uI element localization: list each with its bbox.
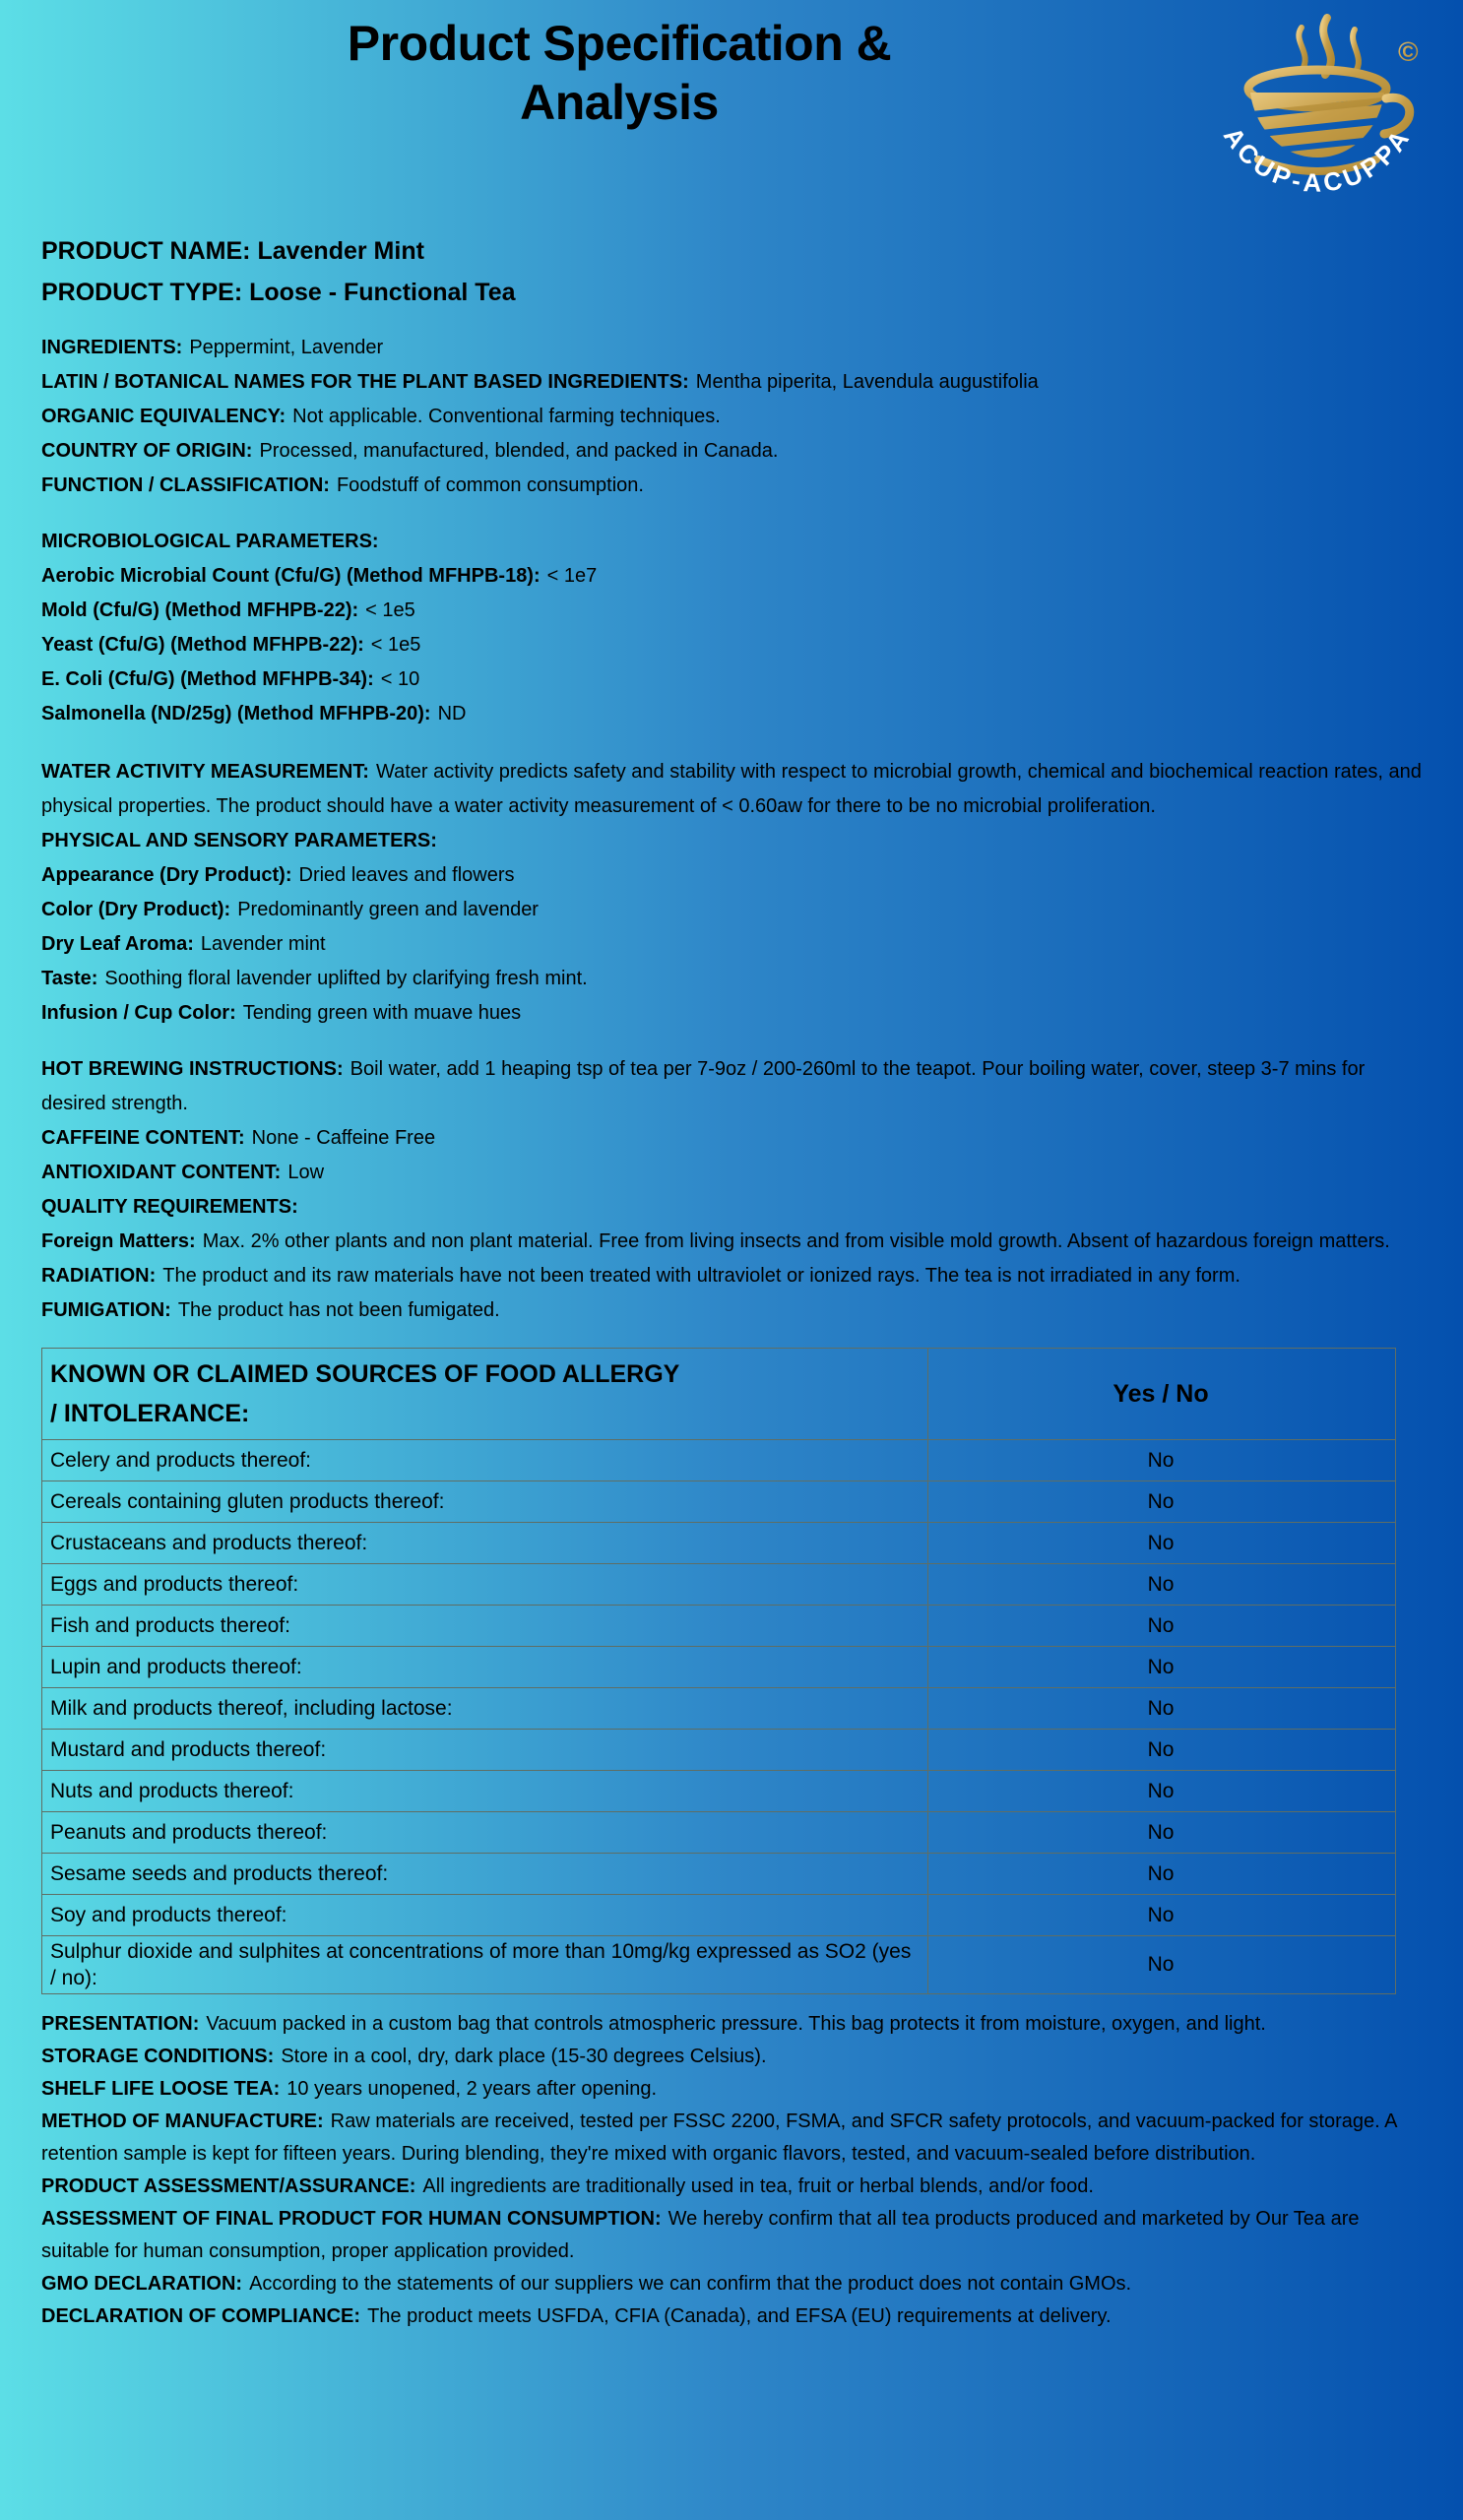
field-label: Taste: — [41, 968, 98, 989]
field-label: Foreign Matters: — [41, 1230, 196, 1252]
allergy-table — [41, 1348, 1396, 1994]
spec-line — [41, 400, 1424, 434]
table-row — [42, 1895, 1396, 1936]
field-label: WATER ACTIVITY MEASUREMENT: — [41, 761, 369, 783]
allergy-header-label: KNOWN OR CLAIMED SOURCES OF FOOD ALLERGY / INTOLERANCE: — [42, 1349, 928, 1440]
field-value: Soothing floral lavender uplifted by clarifying fresh mint. — [104, 968, 588, 989]
product-name-label: PRODUCT NAME: — [41, 237, 251, 265]
field-value: 10 years unopened, 2 years after opening. — [286, 2078, 658, 2100]
field-label: METHOD OF MANUFACTURE: — [41, 2110, 324, 2132]
copyright-icon: © — [1398, 36, 1419, 67]
cup-body — [1250, 93, 1384, 158]
table-row — [42, 1647, 1396, 1688]
brewing-section — [41, 1052, 1424, 1190]
spec-line — [41, 628, 1424, 662]
field-label: COUNTRY OF ORIGIN: — [41, 440, 253, 462]
spec-line — [41, 2073, 1424, 2106]
quality-section — [41, 1190, 1424, 1328]
field-value: Max. 2% other plants and non plant material. Free from living insects and from visible mold growth. Absent of hazardous foreign matters. — [202, 1230, 1390, 1252]
spec-line — [41, 2268, 1424, 2300]
allergen-label: Peanuts and products thereof: — [42, 1812, 928, 1854]
allergen-label: Sesame seeds and products thereof: — [42, 1854, 928, 1895]
field-value: Peppermint, Lavender — [189, 337, 384, 358]
table-row — [42, 1523, 1396, 1564]
spec-line — [41, 2300, 1424, 2333]
table-row — [42, 1936, 1396, 1994]
field-value: The product has not been fumigated. — [177, 1299, 500, 1321]
field-value: Not applicable. Conventional farming techniques. — [292, 406, 721, 427]
field-label: ASSESSMENT OF FINAL PRODUCT FOR HUMAN CONSUMPTION: — [41, 2208, 662, 2230]
allergen-value: No — [928, 1771, 1396, 1812]
field-label: FUNCTION / CLASSIFICATION: — [41, 474, 330, 496]
field-value: Vacuum packed in a custom bag that controls atmospheric pressure. This bag protects it from moisture, oxygen, and light. — [206, 2013, 1266, 2035]
water-activity-section — [41, 755, 1424, 824]
spec-line — [41, 697, 1424, 731]
field-value: Low — [287, 1162, 325, 1183]
allergen-label: Eggs and products thereof: — [42, 1564, 928, 1606]
field-value: < 1e5 — [365, 599, 415, 621]
physical-sensory-section — [41, 824, 1424, 1031]
allergen-label: Cereals containing gluten products thereof: — [42, 1481, 928, 1523]
field-value: Mentha piperita, Lavendula augustifolia — [695, 371, 1039, 393]
page-title: Product Specification & Analysis — [347, 16, 892, 130]
spec-line — [41, 996, 1424, 1031]
field-value: Processed, manufactured, blended, and packed in Canada. — [259, 440, 779, 462]
document-body — [0, 230, 1463, 2333]
field-label: FUMIGATION: — [41, 1299, 171, 1321]
allergen-label: Soy and products thereof: — [42, 1895, 928, 1936]
allergy-header-yesno: Yes / No — [928, 1349, 1396, 1440]
field-value: Store in a cool, dry, dark place (15-30 degrees Celsius). — [281, 2046, 767, 2067]
field-value: Tending green with muave hues — [242, 1002, 522, 1024]
field-label: Aerobic Microbial Count (Cfu/G) (Method MFHPB-18): — [41, 565, 541, 587]
spec-line — [41, 469, 1424, 503]
field-value: < 10 — [380, 668, 420, 690]
table-row — [42, 1730, 1396, 1771]
page-header — [0, 0, 1463, 201]
allergen-value: No — [928, 1606, 1396, 1647]
allergen-value: No — [928, 1730, 1396, 1771]
spec-line — [41, 893, 1424, 927]
spec-line — [41, 2203, 1424, 2268]
product-type-value: Loose - Functional Tea — [249, 279, 516, 306]
table-row — [42, 1854, 1396, 1895]
allergen-value: No — [928, 1936, 1396, 1994]
allergen-label: Celery and products thereof: — [42, 1440, 928, 1481]
allergen-label: Mustard and products thereof: — [42, 1730, 928, 1771]
spec-line — [41, 1121, 1424, 1156]
field-label: ANTIOXIDANT CONTENT: — [41, 1162, 282, 1183]
allergen-value: No — [928, 1564, 1396, 1606]
allergen-value: No — [928, 1647, 1396, 1688]
field-value: All ingredients are traditionally used in tea, fruit or herbal blends, and/or food. — [422, 2175, 1094, 2197]
field-value: The product meets USFDA, CFIA (Canada), and EFSA (EU) requirements at delivery. — [367, 2305, 1112, 2327]
logo-text: ACUP-ACUPPA — [1217, 121, 1418, 198]
table-row — [42, 1812, 1396, 1854]
allergy-table-header-row — [42, 1349, 1396, 1440]
field-label: Yeast (Cfu/G) (Method MFHPB-22): — [41, 634, 364, 656]
field-label: Mold (Cfu/G) (Method MFHPB-22): — [41, 599, 359, 621]
general-info-section — [41, 331, 1424, 503]
field-value: < 1e7 — [546, 565, 598, 587]
field-label: STORAGE CONDITIONS: — [41, 2046, 275, 2067]
table-row — [42, 1440, 1396, 1481]
spec-line — [41, 2008, 1424, 2041]
spec-line — [41, 2171, 1424, 2203]
section-heading: QUALITY REQUIREMENTS: — [41, 1196, 298, 1218]
allergen-label: Lupin and products thereof: — [42, 1647, 928, 1688]
steam-icon — [1299, 28, 1304, 71]
steam-icon — [1353, 30, 1359, 73]
table-row — [42, 1606, 1396, 1647]
field-label: GMO DECLARATION: — [41, 2273, 243, 2295]
footer-declarations-section — [41, 2008, 1424, 2333]
field-value: ND — [437, 703, 467, 724]
field-value: According to the statements of our suppliers we can confirm that the product does not contain GMOs. — [249, 2273, 1132, 2295]
field-value: < 1e5 — [370, 634, 421, 656]
product-type-label: PRODUCT TYPE: — [41, 279, 243, 306]
brand-logo — [1199, 14, 1435, 201]
field-label: CAFFEINE CONTENT: — [41, 1127, 245, 1149]
field-value: We hereby confirm that all tea products produced and marketed by Our Tea are suitable for human consumption, proper application provided. — [41, 2208, 1360, 2262]
field-value: Raw materials are received, tested per FSSC 2200, FSMA, and SFCR safety protocols, and vacuum-packed for storage. A retention sample is kept for fifteen years. During blending, they're mixed with organic flavors, tested, and vacuum-sealed before distribution. — [41, 2110, 1397, 2165]
table-row — [42, 1564, 1396, 1606]
table-row — [42, 1481, 1396, 1523]
microbiological-section — [41, 525, 1424, 731]
field-value: Water activity predicts safety and stability with respect to microbial growth, chemical and biochemical reaction rates, and physical properties. The product should have a water activity measurement of < 0.60aw for there to be no microbial proliferation. — [41, 761, 1422, 817]
field-label: Color (Dry Product): — [41, 899, 231, 920]
table-row — [42, 1688, 1396, 1730]
spec-line — [41, 434, 1424, 469]
coffee-cup-logo-icon — [1199, 14, 1435, 201]
allergen-label: Sulphur dioxide and sulphites at concentrations of more than 10mg/kg expressed as SO2 (yes / no): — [42, 1936, 928, 1994]
spec-line — [41, 559, 1424, 594]
spec-line — [41, 662, 1424, 697]
allergen-value: No — [928, 1854, 1396, 1895]
field-label: LATIN / BOTANICAL NAMES FOR THE PLANT BASED INGREDIENTS: — [41, 371, 689, 393]
field-label: PRODUCT ASSESSMENT/ASSURANCE: — [41, 2175, 416, 2197]
spec-line — [41, 2041, 1424, 2073]
field-value: None - Caffeine Free — [251, 1127, 436, 1149]
spec-line — [41, 1259, 1424, 1293]
allergen-value: No — [928, 1895, 1396, 1936]
field-label: Appearance (Dry Product): — [41, 864, 292, 886]
spec-line — [41, 1156, 1424, 1190]
section-heading: PHYSICAL AND SENSORY PARAMETERS: — [41, 830, 437, 851]
field-value: Lavender mint — [200, 933, 326, 955]
field-value: Predominantly green and lavender — [237, 899, 539, 920]
field-label: INGREDIENTS: — [41, 337, 183, 358]
spec-line — [41, 2106, 1424, 2171]
allergen-label: Nuts and products thereof: — [42, 1771, 928, 1812]
field-label: Infusion / Cup Color: — [41, 1002, 236, 1024]
field-label: RADIATION: — [41, 1265, 157, 1287]
field-value: Boil water, add 1 heaping tsp of tea per 7-9oz / 200-260ml to the teapot. Pour boiling water, cover, steep 3-7 mins for desired strength. — [41, 1058, 1366, 1114]
field-value: The product and its raw materials have not been treated with ultraviolet or ionized rays. The tea is not irradiated in any form. — [162, 1265, 1240, 1287]
allergen-label: Milk and products thereof, including lactose: — [42, 1688, 928, 1730]
spec-line — [41, 331, 1424, 365]
field-label: PRESENTATION: — [41, 2013, 200, 2035]
product-name-value: Lavender Mint — [257, 237, 424, 265]
field-label: Salmonella (ND/25g) (Method MFHPB-20): — [41, 703, 431, 724]
spec-line — [41, 962, 1424, 996]
spec-line — [41, 858, 1424, 893]
product-identity — [41, 230, 1424, 313]
spec-line — [41, 755, 1424, 824]
field-label: ORGANIC EQUIVALENCY: — [41, 406, 286, 427]
allergen-label: Fish and products thereof: — [42, 1606, 928, 1647]
field-label: HOT BREWING INSTRUCTIONS: — [41, 1058, 344, 1080]
allergen-label: Crustaceans and products thereof: — [42, 1523, 928, 1564]
field-label: DECLARATION OF COMPLIANCE: — [41, 2305, 361, 2327]
spec-line — [41, 594, 1424, 628]
field-label: E. Coli (Cfu/G) (Method MFHPB-34): — [41, 668, 374, 690]
product-type-line — [41, 272, 1424, 313]
allergen-value: No — [928, 1440, 1396, 1481]
section-heading: MICROBIOLOGICAL PARAMETERS: — [41, 531, 379, 552]
allergen-value: No — [928, 1812, 1396, 1854]
spec-line — [41, 1225, 1424, 1259]
allergen-value: No — [928, 1523, 1396, 1564]
table-row — [42, 1771, 1396, 1812]
field-label: Dry Leaf Aroma: — [41, 933, 194, 955]
spec-line — [41, 365, 1424, 400]
field-value: Dried leaves and flowers — [298, 864, 515, 886]
product-name-line — [41, 230, 1424, 272]
field-value: Foodstuff of common consumption. — [336, 474, 644, 496]
spec-line — [41, 1293, 1424, 1328]
allergen-value: No — [928, 1688, 1396, 1730]
title-area — [39, 14, 1199, 132]
spec-line — [41, 1052, 1424, 1121]
field-label: SHELF LIFE LOOSE TEA: — [41, 2078, 281, 2100]
spec-line — [41, 927, 1424, 962]
allergen-value: No — [928, 1481, 1396, 1523]
